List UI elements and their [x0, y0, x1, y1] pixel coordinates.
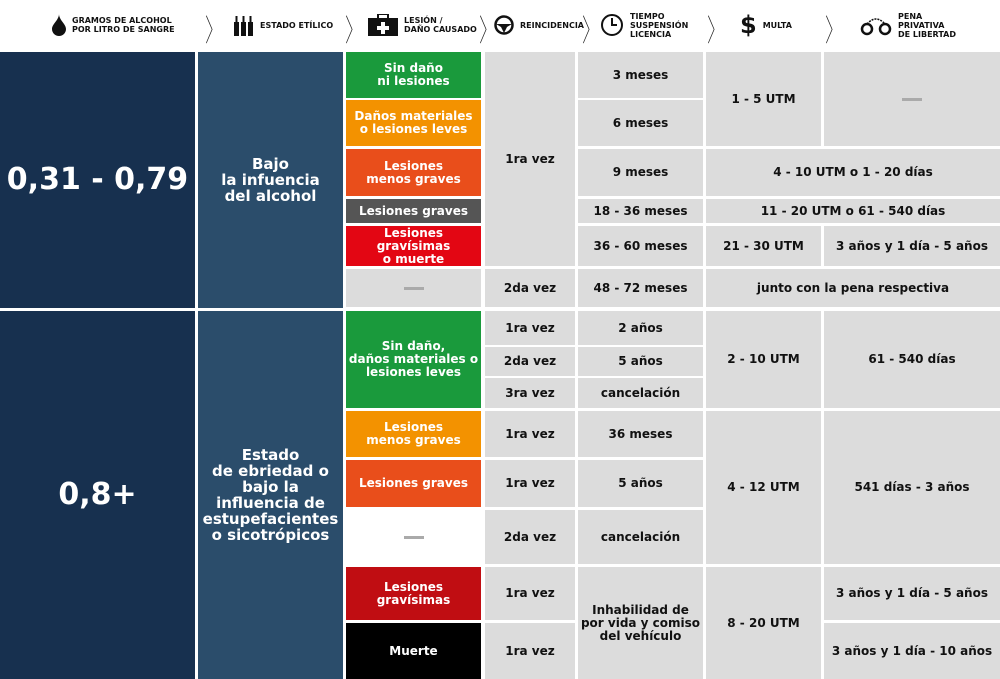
prison-cell: 3 años y 1 día - 5 años	[824, 226, 1000, 266]
grams-range-high: 0,8+	[0, 311, 195, 679]
suspension-cell: 18 - 36 meses	[578, 199, 703, 223]
injury-very-serious: Lesiones gravísimas o muerte	[346, 226, 481, 266]
suspension-cell: 48 - 72 meses	[578, 269, 703, 307]
header-label: REINCIDENCIA	[520, 20, 584, 30]
suspension-cell: Inhabilidad de por vida y comiso del vehículo	[578, 567, 703, 679]
dash-icon	[404, 536, 424, 539]
handcuffs-icon	[860, 14, 892, 36]
grams-range-low: 0,31 - 0,79	[0, 52, 195, 308]
fine-cell: 1 - 5 UTM	[706, 52, 821, 146]
header-label: LESIÓN / DAÑO CAUSADO	[404, 16, 477, 34]
chevron-right-icon: 〉	[345, 14, 361, 49]
recidivism-cell: 1ra vez	[485, 460, 575, 507]
recidivism-cell: 3ra vez	[485, 378, 575, 408]
fine-cell: 8 - 20 UTM	[706, 567, 821, 679]
fine-prison-cell: junto con la pena respectiva	[706, 269, 1000, 307]
header-recidivism	[494, 0, 584, 50]
dollar-icon: $	[740, 11, 757, 39]
recidivism-cell: 1ra vez	[485, 311, 575, 345]
header-prison	[860, 0, 956, 50]
bottles-icon	[232, 14, 254, 36]
prison-cell: 541 días - 3 años	[824, 411, 1000, 564]
chevron-right-icon: 〉	[707, 14, 723, 49]
recidivism-cell: 2da vez	[485, 269, 575, 307]
injury-serious: Lesiones graves	[346, 460, 481, 507]
header-label: ESTADO ETÍLICO	[260, 20, 334, 30]
injury-none-minor: Sin daño, daños materiales o lesiones leves	[346, 311, 481, 408]
state-influence: Bajo la infuencia del alcohol	[198, 52, 343, 308]
suspension-cell: 2 años	[578, 311, 703, 345]
prison-cell	[824, 52, 1000, 146]
header-fine	[740, 0, 792, 50]
injury-less-serious: Lesiones menos graves	[346, 149, 481, 196]
suspension-cell: 36 - 60 meses	[578, 226, 703, 266]
injury-none: Sin daño ni lesiones	[346, 52, 481, 98]
recidivism-cell: 1ra vez	[485, 52, 575, 266]
header-suspension	[600, 0, 688, 50]
steering-wheel-icon	[494, 15, 514, 35]
recidivism-cell: 1ra vez	[485, 567, 575, 620]
chevron-right-icon: 〉	[205, 14, 221, 49]
recidivism-cell: 2da vez	[485, 347, 575, 376]
fine-cell: 21 - 30 UTM	[706, 226, 821, 266]
suspension-cell: 3 meses	[578, 52, 703, 98]
dash-icon	[902, 98, 922, 101]
fine-prison-cell: 4 - 10 UTM o 1 - 20 días	[706, 149, 1000, 196]
dash-icon	[404, 287, 424, 290]
suspension-cell: 36 meses	[578, 411, 703, 457]
fine-prison-cell: 11 - 20 UTM o 61 - 540 días	[706, 199, 1000, 223]
fine-cell: 4 - 12 UTM	[706, 411, 821, 564]
prison-cell: 3 años y 1 día - 5 años	[824, 567, 1000, 620]
recidivism-cell: 1ra vez	[485, 411, 575, 457]
injury-serious: Lesiones graves	[346, 199, 481, 223]
prison-cell: 3 años y 1 día - 10 años	[824, 623, 1000, 679]
injury-very-serious: Lesiones gravísimas	[346, 567, 481, 620]
header-injury	[368, 0, 477, 50]
clock-icon	[600, 13, 624, 37]
header-label: PENA PRIVATIVA DE LIBERTAD	[898, 11, 956, 39]
suspension-cell: 6 meses	[578, 100, 703, 146]
header-state	[232, 0, 333, 50]
injury-empty	[346, 510, 481, 564]
prison-cell: 61 - 540 días	[824, 311, 1000, 408]
suspension-cell: 5 años	[578, 460, 703, 507]
fine-cell: 2 - 10 UTM	[706, 311, 821, 408]
suspension-cell: cancelación	[578, 510, 703, 564]
injury-death: Muerte	[346, 623, 481, 679]
suspension-cell: cancelación	[578, 378, 703, 408]
header-label: GRAMOS DE ALCOHOL POR LITRO DE SANGRE	[72, 16, 175, 34]
header-label: MULTA	[762, 20, 792, 30]
suspension-cell: 5 años	[578, 347, 703, 376]
state-drunk: Estado de ebriedad o bajo la influencia de estupefacientes o sicotrópicos	[198, 311, 343, 679]
recidivism-cell: 2da vez	[485, 510, 575, 564]
header-grams	[52, 0, 175, 50]
injury-empty	[346, 269, 481, 307]
chevron-right-icon: 〉	[825, 14, 841, 49]
chevron-right-icon: 〉	[582, 14, 598, 49]
suspension-cell: 9 meses	[578, 149, 703, 196]
recidivism-cell: 1ra vez	[485, 623, 575, 679]
header-label: TIEMPO SUSPENSIÓN LICENCIA	[630, 11, 689, 39]
chevron-right-icon: 〉	[479, 14, 495, 49]
first-aid-kit-icon	[368, 14, 398, 36]
drop-icon	[52, 14, 66, 36]
injury-less-serious: Lesiones menos graves	[346, 411, 481, 457]
injury-minor: Daños materiales o lesiones leves	[346, 100, 481, 146]
